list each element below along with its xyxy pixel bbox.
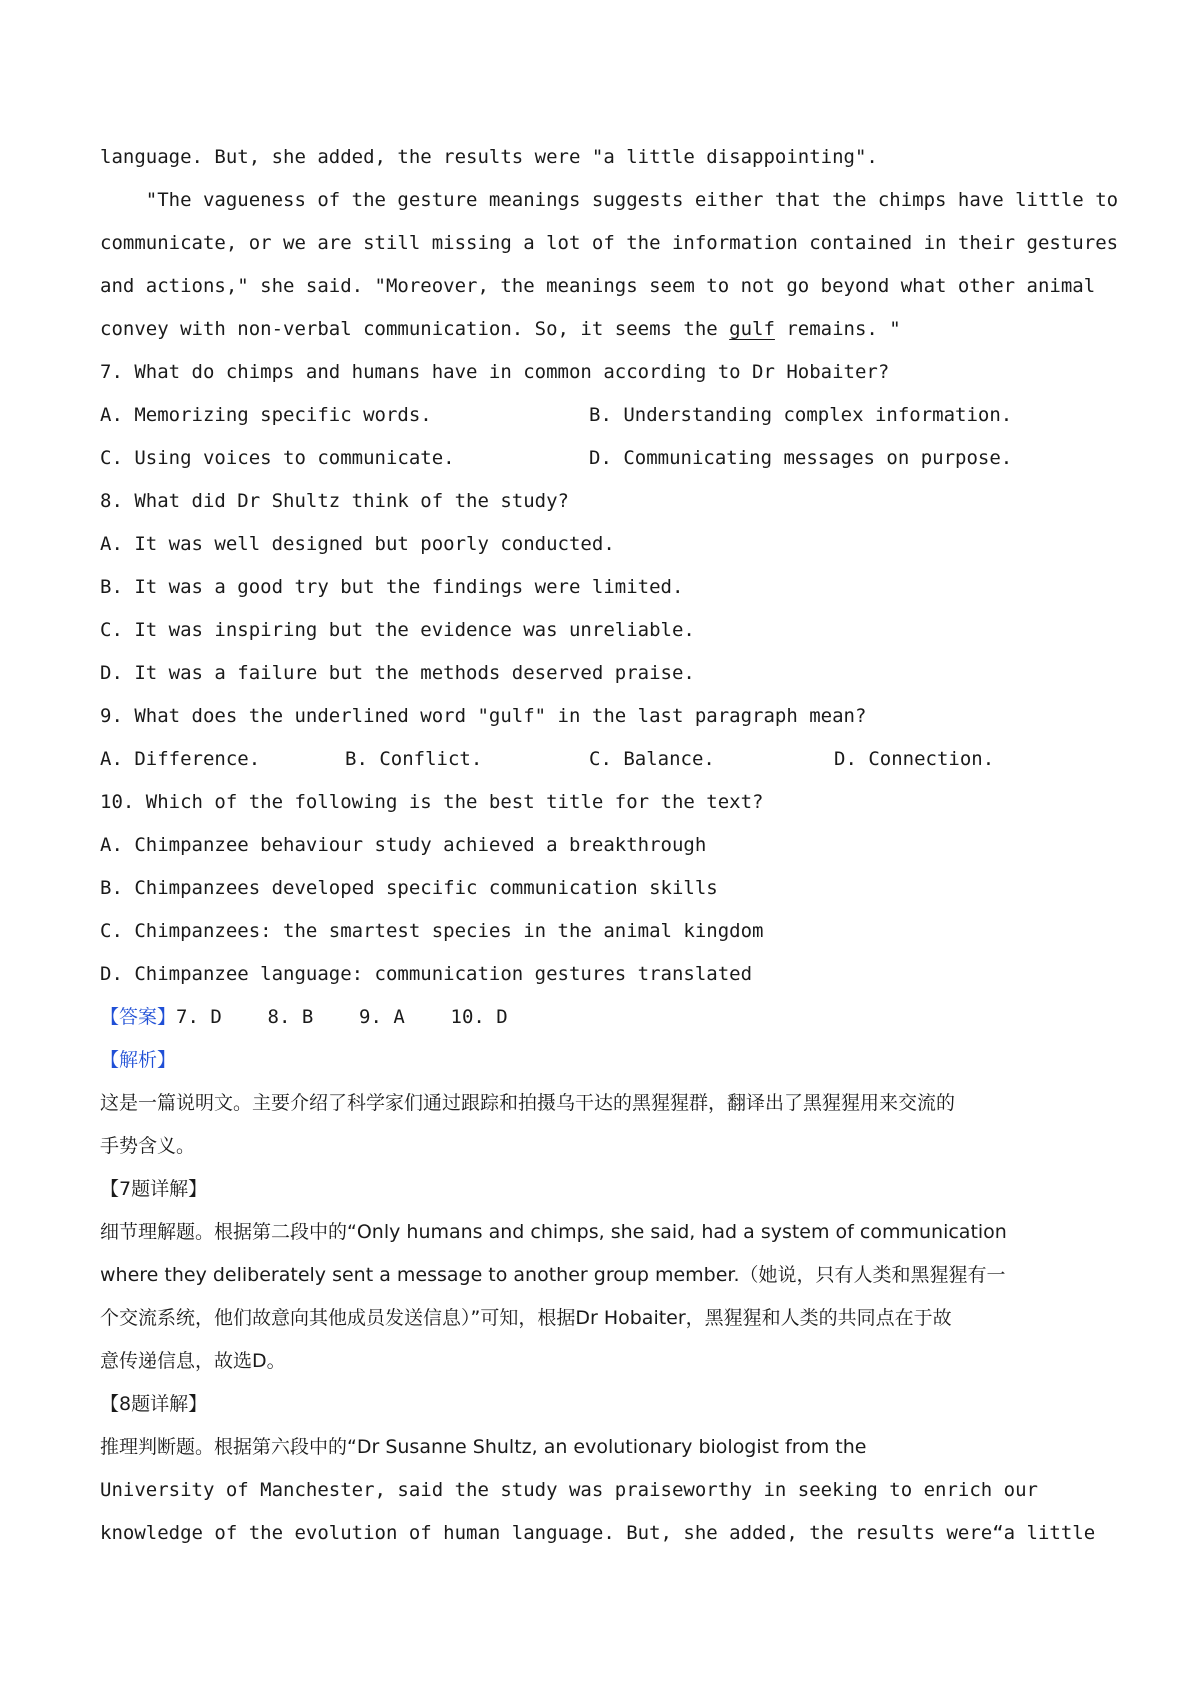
question-stem: 9. What does the underlined word "gulf" in the last paragraph mean? [100, 705, 867, 727]
underlined-word-gulf: gulf [729, 318, 775, 340]
option-b: B. Conflict. [345, 748, 483, 770]
option-a: A. Difference. [100, 748, 261, 770]
passage-text: remains. " [774, 318, 901, 340]
question-stem: 8. What did Dr Shultz think of the study? [100, 490, 569, 512]
option-c: C. Using voices to communicate. [100, 447, 455, 469]
passage-text: convey with non-verbal communication. So, it seems the [100, 318, 730, 340]
q8-detail-text: 推理判断题。根据第六段中的“Dr Susanne Shultz, an evolutionary biologist from the [100, 1436, 867, 1458]
q8-detail-text: knowledge of the evolution of human language. But, she added, the results were“a little [100, 1522, 1096, 1544]
option-d: D. Chimpanzee language: communication gestures translated [100, 963, 753, 985]
option-a: A. Memorizing specific words. [100, 404, 432, 426]
option-a: A. Chimpanzee behaviour study achieved a breakthrough [100, 834, 707, 856]
q8-detail-text: University of Manchester, said the study was praiseworthy in seeking to enrich our [100, 1479, 1038, 1501]
option-a: A. It was well designed but poorly conducted. [100, 533, 615, 555]
answer-text: 7. D 8. B 9. A 10. D [176, 1006, 508, 1028]
option-d: D. Connection. [834, 748, 995, 770]
option-d: D. It was a failure but the methods deserved praise. [100, 662, 695, 684]
option-b: B. Chimpanzees developed specific communication skills [100, 877, 718, 899]
q7-detail-text: where they deliberately sent a message to another group member.（她说，只有人类和黑猩猩有一 [100, 1264, 1006, 1286]
answer-label: 【答案】 [100, 1006, 177, 1028]
passage-line: communicate, or we are still missing a lot of the information contained in their gestures [100, 232, 1119, 254]
q8-detail-heading: 【8题详解】 [100, 1393, 208, 1415]
q7-detail-text: 个交流系统，他们故意向其他成员发送信息）”可知，根据Dr Hobaiter，黑猩猩和人类的共同点在于故 [100, 1307, 952, 1329]
passage-line [100, 315, 1120, 343]
passage-line: and actions," she said. "Moreover, the meanings seem to not go beyond what other animal [100, 275, 1096, 297]
question-stem: 7. What do chimps and humans have in common according to Dr Hobaiter? [100, 361, 890, 383]
option-b: B. It was a good try but the findings were limited. [100, 576, 684, 598]
answer-line [100, 1003, 1120, 1031]
question-stem: 10. Which of the following is the best title for the text? [100, 791, 764, 813]
option-c: C. Chimpanzees: the smartest species in the animal kingdom [100, 920, 764, 942]
analysis-text: 这是一篇说明文。主要介绍了科学家们通过跟踪和拍摄乌干达的黑猩猩群，翻译出了黑猩猩用来交流的 [100, 1092, 956, 1114]
option-b: B. Understanding complex information. [589, 404, 1013, 426]
q7-detail-text: 意传递信息，故选D。 [100, 1350, 286, 1372]
q7-detail-heading: 【7题详解】 [100, 1178, 208, 1200]
option-d: D. Communicating messages on purpose. [589, 447, 1013, 469]
option-c: C. Balance. [589, 748, 715, 770]
passage-line: "The vagueness of the gesture meanings suggests either that the chimps have little to [100, 189, 1119, 211]
q7-detail-text: 细节理解题。根据第二段中的“Only humans and chimps, she said, had a system of communication [100, 1221, 1007, 1243]
analysis-label: 【解析】 [100, 1049, 177, 1071]
passage-line: language. But, she added, the results were "a little disappointing". [100, 146, 878, 168]
analysis-text: 手势含义。 [100, 1135, 196, 1157]
option-c: C. It was inspiring but the evidence was unreliable. [100, 619, 695, 641]
